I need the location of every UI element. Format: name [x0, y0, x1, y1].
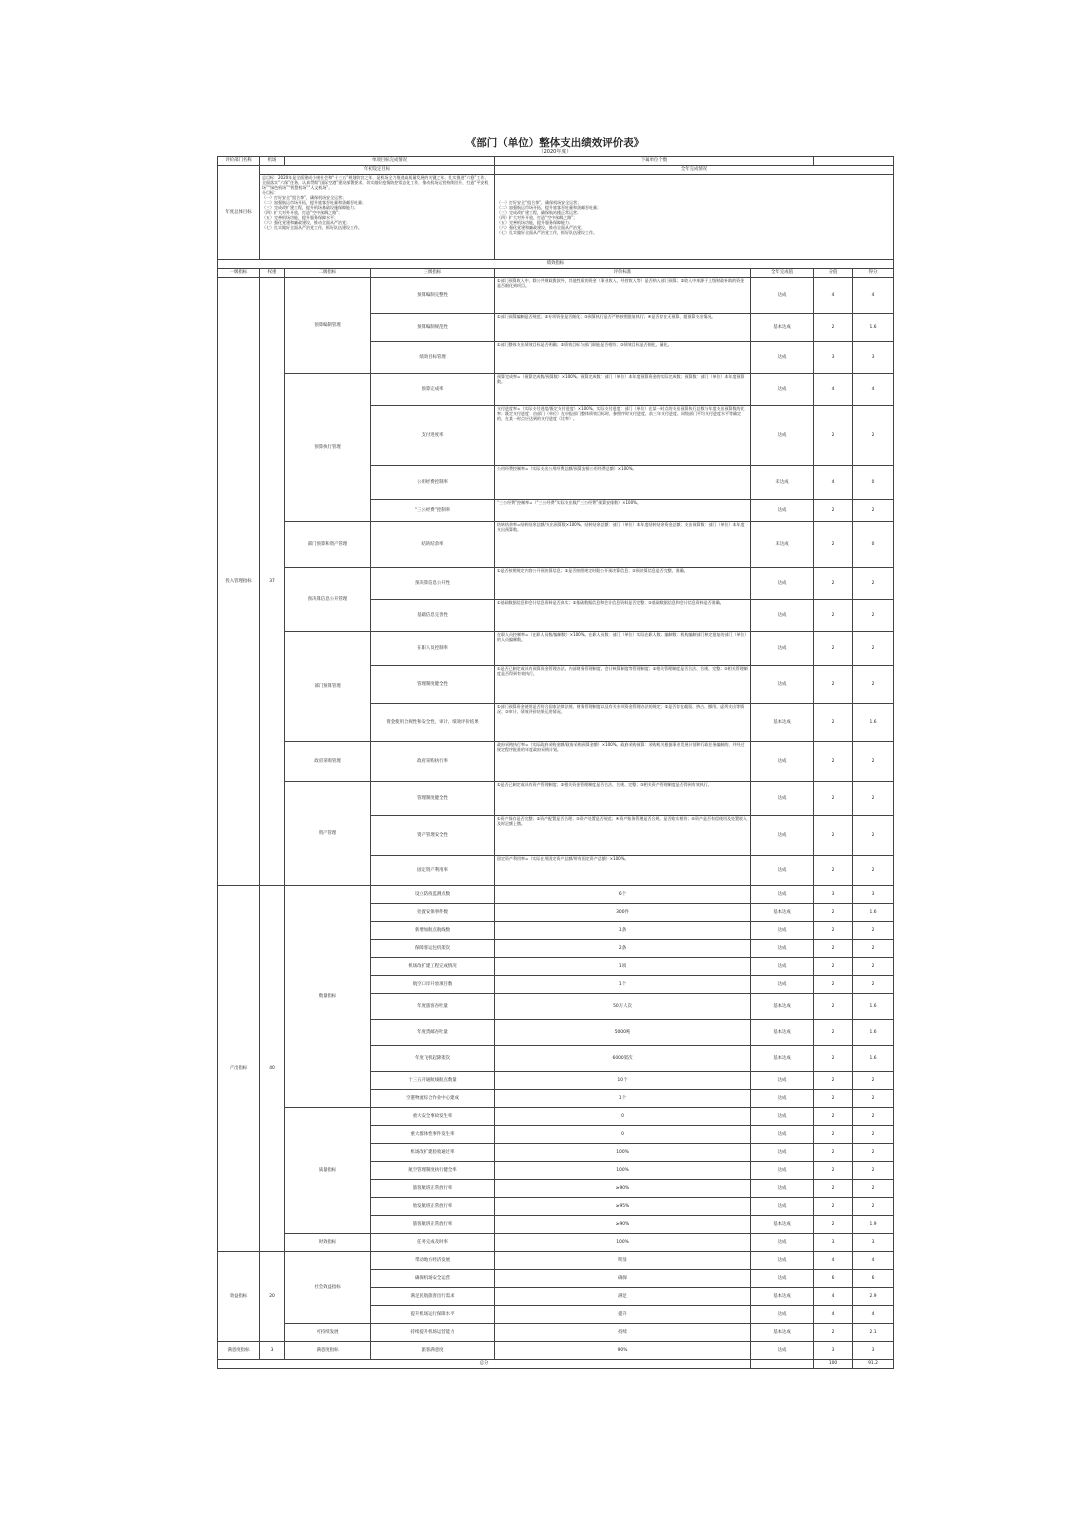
got-cell: 2: [853, 1180, 894, 1198]
score-cell: 2: [814, 1144, 853, 1162]
table-row: [218, 1324, 894, 1342]
status-cell: 达成: [751, 1072, 814, 1090]
status-cell: 基本达成: [751, 904, 814, 922]
table-subtitle: （2020年度）: [538, 149, 572, 155]
goal-head-right: 全年完成情况: [495, 166, 894, 175]
level3-cell: 重大安全事故发生率: [371, 1108, 495, 1126]
status-cell: 达成: [751, 666, 814, 704]
score-cell: 4: [814, 1252, 853, 1270]
got-cell: 2: [853, 1108, 894, 1126]
status-cell: 达成: [751, 1090, 814, 1108]
score-cell: 2: [814, 1126, 853, 1144]
status-cell: 达成: [751, 856, 814, 886]
got-cell: 2: [853, 1090, 894, 1108]
status-cell: 基本达成: [751, 704, 814, 742]
score-cell: 6: [814, 1270, 853, 1288]
level3-cell: 公用经费控制率: [371, 466, 495, 500]
got-cell: 3: [853, 1342, 894, 1360]
status-cell: 基本达成: [751, 1216, 814, 1234]
level2-cell: 资产管理: [285, 782, 371, 886]
table-row: [218, 1252, 894, 1270]
level2-cell: 时效指标: [285, 1234, 371, 1252]
score-cell: 2: [814, 856, 853, 886]
level3-cell: 政府采购执行率: [371, 742, 495, 782]
level3-cell: 机场改扩建验收通过率: [371, 1144, 495, 1162]
got-cell: 4: [853, 278, 894, 314]
status-cell: 基本达成: [751, 314, 814, 342]
table-row: [218, 1342, 894, 1360]
status-cell: 基本达成: [751, 1288, 814, 1306]
level2-cell: 质量指标: [285, 1108, 371, 1234]
got-cell: 2.9: [853, 1288, 894, 1306]
status-cell: 基本达成: [751, 994, 814, 1020]
criteria-cell: 10个: [495, 1072, 751, 1090]
criteria-cell: 持续: [495, 1324, 751, 1342]
criteria-cell: 0: [495, 1126, 751, 1144]
score-cell: 3: [814, 1342, 853, 1360]
level3-cell: 旅客航班正常放行率: [371, 1216, 495, 1234]
got-cell: 1.6: [853, 314, 894, 342]
unit-value: 机场: [260, 157, 285, 166]
level3-cell: 保障客运包机架次: [371, 940, 495, 958]
level1-cell: 产出指标: [218, 886, 260, 1252]
got-cell: 2: [853, 1126, 894, 1144]
criteria-cell: 确保: [495, 1270, 751, 1288]
criteria-cell: 6个: [495, 886, 751, 904]
score-cell: 2: [814, 568, 853, 600]
status-cell: 达成: [751, 1252, 814, 1270]
level2-cell: 社会效益指标: [285, 1252, 371, 1324]
criteria-cell: 在职人员控制率=（在职人员数/编制数）×100%。在职人员数：部门（单位）实际在职人数；编制数：机构编制部门核定批复的部门（单位）的人员编制数。: [495, 632, 751, 666]
level3-cell: 满足民航旅客出行需求: [371, 1288, 495, 1306]
table-row: [218, 522, 894, 568]
criteria-cell: 提升: [495, 1306, 751, 1324]
score-cell: 4: [814, 278, 853, 314]
table-row: [218, 1108, 894, 1126]
criteria-cell: 预算完成率=（预算完成数/预算数）×100%。预算完成数：部门（单位）本年度预算资金的实际完成数；预算数：部门（单位）本年度预算数。: [495, 374, 751, 406]
status-cell: 达成: [751, 1126, 814, 1144]
got-cell: 0: [853, 522, 894, 568]
got-cell: 2: [853, 1144, 894, 1162]
criteria-cell: 0: [495, 1108, 751, 1126]
level3-cell: 资金使用合规性和安全性，审计、绩效评价结果: [371, 704, 495, 742]
col-header: 全年完成值: [751, 269, 814, 278]
unit-row: [218, 157, 894, 166]
level3-cell: 新增加航点航线数: [371, 922, 495, 940]
criteria-cell: ①部门预算编制是否规范；②专项资金是否细化；③预算执行是否严格按照批复执行；④是否存在无预算、超预算支出情况。: [495, 314, 751, 342]
got-cell: 2: [853, 782, 894, 816]
unit-col4: 下属单位个数: [495, 157, 814, 166]
evaluation-table: [217, 156, 894, 1369]
got-cell: 4: [853, 1252, 894, 1270]
total-score: 100: [814, 1360, 853, 1369]
got-cell: 2: [853, 976, 894, 994]
criteria-cell: 6000架次: [495, 1046, 751, 1072]
level3-cell: 管理制度健全性: [371, 666, 495, 704]
total-label: 总分: [218, 1360, 751, 1369]
level3-cell: 始发航班正常放行率: [371, 1198, 495, 1216]
criteria-cell: ≥90%: [495, 1180, 751, 1198]
criteria-cell: 1条: [495, 922, 751, 940]
level3-cell: 空港物流综合作业中心建成: [371, 1090, 495, 1108]
got-cell: 6: [853, 1270, 894, 1288]
got-cell: 3: [853, 1234, 894, 1252]
criteria-cell: 90%: [495, 1342, 751, 1360]
score-cell: 2: [814, 1090, 853, 1108]
criteria-cell: “三公经费”控制率=（“三公经费”实际支出数/“三公经费”预算安排数）×100%。: [495, 500, 751, 522]
indicator-rows: [218, 278, 894, 1360]
got-cell: 3: [853, 342, 894, 374]
criteria-cell: ①是否已制定或具有预算资金管理办法、内部财务管理制度、会计核算制度等管理制度；②相关管理制度是否合法、合规、完整；③相关管理制度是否得到有效执行。: [495, 666, 751, 704]
weight-cell: 20: [260, 1252, 285, 1342]
got-cell: 1.6: [853, 1020, 894, 1046]
status-cell: 达成: [751, 742, 814, 782]
total-got: 91.2: [853, 1360, 894, 1369]
status-cell: 未达成: [751, 466, 814, 500]
status-cell: 基本达成: [751, 1020, 814, 1046]
got-cell: 2: [853, 1198, 894, 1216]
level3-cell: 带动地方经济发展: [371, 1252, 495, 1270]
table-row: [218, 632, 894, 666]
criteria-cell: ①部门预算资金使用是否符合国家法律法规、财务管理制度以及有关专项资金管理办法的规定；②是否存在截留、挤占、挪用、虚列支出等情况；③审计、绩效评价结果运用情况。: [495, 704, 751, 742]
score-cell: 2: [814, 1108, 853, 1126]
criteria-cell: 结转结余率=结转结余总额/支出预算数×100%。结转结余总额：部门（单位）本年度结转结余资金总额；支出预算数：部门（单位）本年度支出预算数。: [495, 522, 751, 568]
status-cell: 达成: [751, 1342, 814, 1360]
goal-left-text: 总目标：2020年是全面建成小康社会和“十三五”规划收官之年，是机场全力推进高质量发展的关键之年，扎实推进“六稳”工作，全面落实“六保”任务，认真贯彻“国际空港”建设部署要求，切实做好疫情防控常态化工作，推动机场运营持续回升，打造“平安机场”“绿色机场”“智慧机场”“人文机场”。 分目标： （一）打好安全“组合拳”，确保机场安全运营； （二）加强航运市场开拓，提升旅客吞吐量和货邮吞吐量； （三）完成改扩建工程，提升机场基础设施保障能力； （四）扩大对外开放，打造“空中丝绸之路”； （五）完善机场功能，提升服务保障水平； （六）强化党建和廉政建设，推动全面从严治党； （七）扎实做好全面从严治党工作，抓好队伍建设工作。: [260, 175, 495, 260]
level3-cell: 年度旅客吞吐量: [371, 994, 495, 1020]
level3-cell: 重大群体性事件发生率: [371, 1126, 495, 1144]
level3-cell: 预算完成率: [371, 374, 495, 406]
score-cell: 2: [814, 1020, 853, 1046]
level3-cell: 预决算信息公开性: [371, 568, 495, 600]
status-cell: 达成: [751, 1270, 814, 1288]
status-cell: 达成: [751, 1144, 814, 1162]
col-header: 二级指标: [285, 269, 371, 278]
criteria-cell: 300件: [495, 904, 751, 922]
score-cell: 2: [814, 666, 853, 704]
criteria-cell: 支付进度率=（实际支付进度/既定支付进度）×100%。实际支付进度：部门（单位）在某一时点的支出预算执行总数与年度支出预算数的比率；既定支付进度：由部门（单位）在申报部门整体绩效目标时，参照序时支付进度、前三年支付进度、同级部门平均支付进度水平等确定的，在某一时点应达到的支付进度（比率）。: [495, 406, 751, 466]
level3-cell: 旅客航班正常放行率: [371, 1180, 495, 1198]
got-cell: 2: [853, 922, 894, 940]
got-cell: 2: [853, 1162, 894, 1180]
got-cell: 2: [853, 1072, 894, 1090]
level2-cell: 部门预算和资产管理: [285, 522, 371, 568]
criteria-cell: ①是否按照规定内容公开预决算信息；②是否按照规定时限公开预决算信息；③预决算信息是否完整、准确。: [495, 568, 751, 600]
criteria-cell: 固定资产利用率=（实际在用固定资产总额/所有固定资产总额）×100%。: [495, 856, 751, 886]
level3-cell: 十三五开通航线航点数量: [371, 1072, 495, 1090]
got-cell: 2: [853, 666, 894, 704]
score-cell: 2: [814, 782, 853, 816]
level3-cell: 航空管理制度执行健全率: [371, 1162, 495, 1180]
score-cell: 2: [814, 742, 853, 782]
total-row: [218, 1360, 894, 1369]
level1-cell: 满意度指标: [218, 1342, 260, 1360]
score-cell: 2: [814, 314, 853, 342]
score-cell: 2: [814, 940, 853, 958]
criteria-cell: 5000吨: [495, 1020, 751, 1046]
level1-cell: 投入管理指标: [218, 278, 260, 886]
status-cell: 达成: [751, 632, 814, 666]
score-cell: 2: [814, 500, 853, 522]
status-cell: 基本达成: [751, 1046, 814, 1072]
got-cell: 2: [853, 816, 894, 856]
status-cell: 达成: [751, 816, 814, 856]
status-cell: 达成: [751, 782, 814, 816]
level3-cell: 资产管理安全性: [371, 816, 495, 856]
weight-cell: 37: [260, 278, 285, 886]
criteria-cell: ①部门整体支出绩效目标是否明确；②绩效目标与部门职能是否相符；③绩效目标是否细化、量化。: [495, 342, 751, 374]
goal-body-row: [218, 175, 894, 260]
got-cell: 2: [853, 500, 894, 522]
criteria-cell: 公用经费控制率=（实际支出公用经费总额/预算安排公用经费总额）×100%。: [495, 466, 751, 500]
table-row: [218, 568, 894, 600]
level1-cell: 效益指标: [218, 1252, 260, 1342]
level3-cell: 管理制度健全性: [371, 782, 495, 816]
level3-cell: 处置安保事件数: [371, 904, 495, 922]
level2-cell: 预算编制管理: [285, 278, 371, 374]
col-header: 一级指标: [218, 269, 260, 278]
level3-cell: “三公经费”控制率: [371, 500, 495, 522]
level2-cell: 预算执行管理: [285, 374, 371, 522]
got-cell: 2: [853, 742, 894, 782]
got-cell: 4: [853, 1306, 894, 1324]
status-cell: 未达成: [751, 522, 814, 568]
got-cell: 4: [853, 374, 894, 406]
level2-cell: 数量指标: [285, 886, 371, 1108]
status-cell: 达成: [751, 1162, 814, 1180]
score-cell: 2: [814, 958, 853, 976]
col-header: 三级指标: [371, 269, 495, 278]
level3-cell: 年度飞机起降架次: [371, 1046, 495, 1072]
status-cell: 达成: [751, 342, 814, 374]
table-title: 《部门（单位）整体支出绩效评价表》: [465, 137, 645, 149]
got-cell: 2: [853, 568, 894, 600]
score-cell: 2: [814, 994, 853, 1020]
got-cell: 1.9: [853, 1216, 894, 1234]
criteria-cell: 2条: [495, 940, 751, 958]
criteria-cell: 1个: [495, 976, 751, 994]
level3-cell: 在职人员控制率: [371, 632, 495, 666]
status-cell: 达成: [751, 500, 814, 522]
got-cell: 2: [853, 632, 894, 666]
goal-right-text: （一）打好安全“组合拳”，确保机场安全运营； （二）加强航运市场开拓，提升旅客吞吐量和货邮吞吐量； （三）完成改扩建工程，确保航站楼正常运营； （四）扩大对外开放，打造“空中丝绸之路”； （五）完善机场功能，提升服务保障能力； （六）强化党建和廉政建设，推动全面从严治党； （七）扎实做好全面从严治党工作，抓好队伍建设工作。: [495, 175, 894, 260]
unit-label: 评价部门名称: [218, 157, 260, 166]
col-header: 评价标准: [495, 269, 751, 278]
status-cell: 达成: [751, 600, 814, 632]
level2-cell: 部门预算管理: [285, 632, 371, 742]
level3-cell: 航空口岸开放项目数: [371, 976, 495, 994]
criteria-cell: 1个: [495, 1090, 751, 1108]
score-cell: 2: [814, 406, 853, 466]
score-cell: 2: [814, 1198, 853, 1216]
level2-cell: 政府采购管理: [285, 742, 371, 782]
criteria-cell: 1项: [495, 958, 751, 976]
level3-cell: 年度货邮吞吐量: [371, 1020, 495, 1046]
level3-cell: 基础信息完善性: [371, 600, 495, 632]
table-row: [218, 886, 894, 904]
score-cell: 2: [814, 632, 853, 666]
status-cell: 达成: [751, 1180, 814, 1198]
score-cell: 2: [814, 1324, 853, 1342]
criteria-cell: ①是否已制定或具有资产管理制度；②相关资金管理制度是否合法、合规、完整；③相关资产管理制度是否得到有效执行。: [495, 782, 751, 816]
status-cell: 达成: [751, 406, 814, 466]
level3-cell: 结转结余率: [371, 522, 495, 568]
score-cell: 2: [814, 904, 853, 922]
got-cell: 1.6: [853, 994, 894, 1020]
score-cell: 2: [814, 976, 853, 994]
criteria-cell: ①资产保存是否完整；②资产配置是否合理；③资产处置是否规范；④资产账务管理是否合规，是否账实相符；⑤资产是否有偿使用及处置收入及时足额上缴。: [495, 816, 751, 856]
status-cell: 达成: [751, 374, 814, 406]
level3-cell: 机场改扩建工程完成情况: [371, 958, 495, 976]
score-cell: 2: [814, 816, 853, 856]
level3-cell: 确保机场安全运营: [371, 1270, 495, 1288]
table-row: [218, 742, 894, 782]
level3-cell: 设立防疫监测点数: [371, 886, 495, 904]
status-cell: 达成: [751, 940, 814, 958]
col-header: 分值: [814, 269, 853, 278]
criteria-cell: 100%: [495, 1144, 751, 1162]
criteria-cell: 政府采购执行率=（实际政府采购金额/政府采购预算金额）×100%。政府采购预算：采购机关根据事业发展计划和行政任务编制的、并经过规定程序批准的年度政府采购计划。: [495, 742, 751, 782]
criteria-cell: ≥90%: [495, 1216, 751, 1234]
criteria-cell: 满足: [495, 1288, 751, 1306]
got-cell: 3: [853, 886, 894, 904]
status-cell: 达成: [751, 922, 814, 940]
got-cell: 2: [853, 940, 894, 958]
status-cell: 达成: [751, 1198, 814, 1216]
score-cell: 2: [814, 1162, 853, 1180]
criteria-cell: 100%: [495, 1234, 751, 1252]
goal-head-left: 年初设定目标: [260, 166, 495, 175]
status-cell: 基本达成: [751, 1324, 814, 1342]
score-cell: 4: [814, 466, 853, 500]
table-row: [218, 782, 894, 816]
goal-head-row: [218, 166, 894, 175]
criteria-cell: ≥95%: [495, 1198, 751, 1216]
level3-cell: 持续提升机场运营能力: [371, 1324, 495, 1342]
criteria-cell: 50万人次: [495, 994, 751, 1020]
status-cell: 达成: [751, 1234, 814, 1252]
indicator-header: 绩效指标: [218, 260, 894, 269]
got-cell: 1.6: [853, 904, 894, 922]
level2-cell: 预决算信息公开管理: [285, 568, 371, 632]
got-cell: 0: [853, 466, 894, 500]
status-cell: 达成: [751, 958, 814, 976]
score-cell: 2: [814, 1180, 853, 1198]
goal-label: 年度总体目标: [218, 166, 260, 260]
got-cell: 2: [853, 406, 894, 466]
score-cell: 2: [814, 1046, 853, 1072]
score-cell: 2: [814, 922, 853, 940]
score-cell: 4: [814, 1288, 853, 1306]
got-cell: 2: [853, 958, 894, 976]
evaluation-sheet: [217, 137, 893, 1369]
unit-col3: 单项目标完成情况: [285, 157, 495, 166]
level3-cell: 支付进度率: [371, 406, 495, 466]
score-cell: 3: [814, 1234, 853, 1252]
score-cell: 2: [814, 600, 853, 632]
weight-cell: 40: [260, 886, 285, 1252]
criteria-cell: 100%: [495, 1162, 751, 1180]
score-cell: 4: [814, 374, 853, 406]
level3-cell: 预算编制完整性: [371, 278, 495, 314]
got-cell: 2: [853, 600, 894, 632]
indicator-header-row: [218, 260, 894, 269]
level2-cell: 满意度指标: [285, 1342, 371, 1360]
level3-cell: 提升机场运行保障水平: [371, 1306, 495, 1324]
got-cell: 2.1: [853, 1324, 894, 1342]
column-header-row: [218, 269, 894, 278]
table-row: [218, 1234, 894, 1252]
score-cell: 2: [814, 522, 853, 568]
status-cell: 达成: [751, 568, 814, 600]
level2-cell: 可持续发展: [285, 1324, 371, 1342]
status-cell: 达成: [751, 278, 814, 314]
criteria-cell: ①部门预算收入中，除公共财政拨款外，其他性质的资金（事业收入、经营收入等）是否纳入部门预算；②收入中来源于上级财政补助的资金是否细化到项目。: [495, 278, 751, 314]
table-row: [218, 278, 894, 314]
weight-cell: 3: [260, 1342, 285, 1360]
table-row: [218, 374, 894, 406]
score-cell: 3: [814, 342, 853, 374]
level3-cell: 固定资产利用率: [371, 856, 495, 886]
level3-cell: 绩效目标管理: [371, 342, 495, 374]
level3-cell: 任务完成及时率: [371, 1234, 495, 1252]
score-cell: 2: [814, 1072, 853, 1090]
got-cell: 1.6: [853, 1046, 894, 1072]
level3-cell: 预算编制规范性: [371, 314, 495, 342]
status-cell: 达成: [751, 1306, 814, 1324]
col-header: 权重: [260, 269, 285, 278]
col-header: 得分: [853, 269, 894, 278]
status-cell: 达成: [751, 886, 814, 904]
got-cell: 2: [853, 856, 894, 886]
status-cell: 达成: [751, 976, 814, 994]
criteria-cell: ①基础数据信息和会计信息资料是否真实；②基础数据信息和会计信息资料是否完整；③基础数据信息和会计信息资料是否准确。: [495, 600, 751, 632]
criteria-cell: 明显: [495, 1252, 751, 1270]
score-cell: 2: [814, 704, 853, 742]
score-cell: 2: [814, 1216, 853, 1234]
level3-cell: 旅客满意度: [371, 1342, 495, 1360]
status-cell: 达成: [751, 1108, 814, 1126]
got-cell: 1.6: [853, 704, 894, 742]
score-cell: 3: [814, 886, 853, 904]
score-cell: 4: [814, 1306, 853, 1324]
